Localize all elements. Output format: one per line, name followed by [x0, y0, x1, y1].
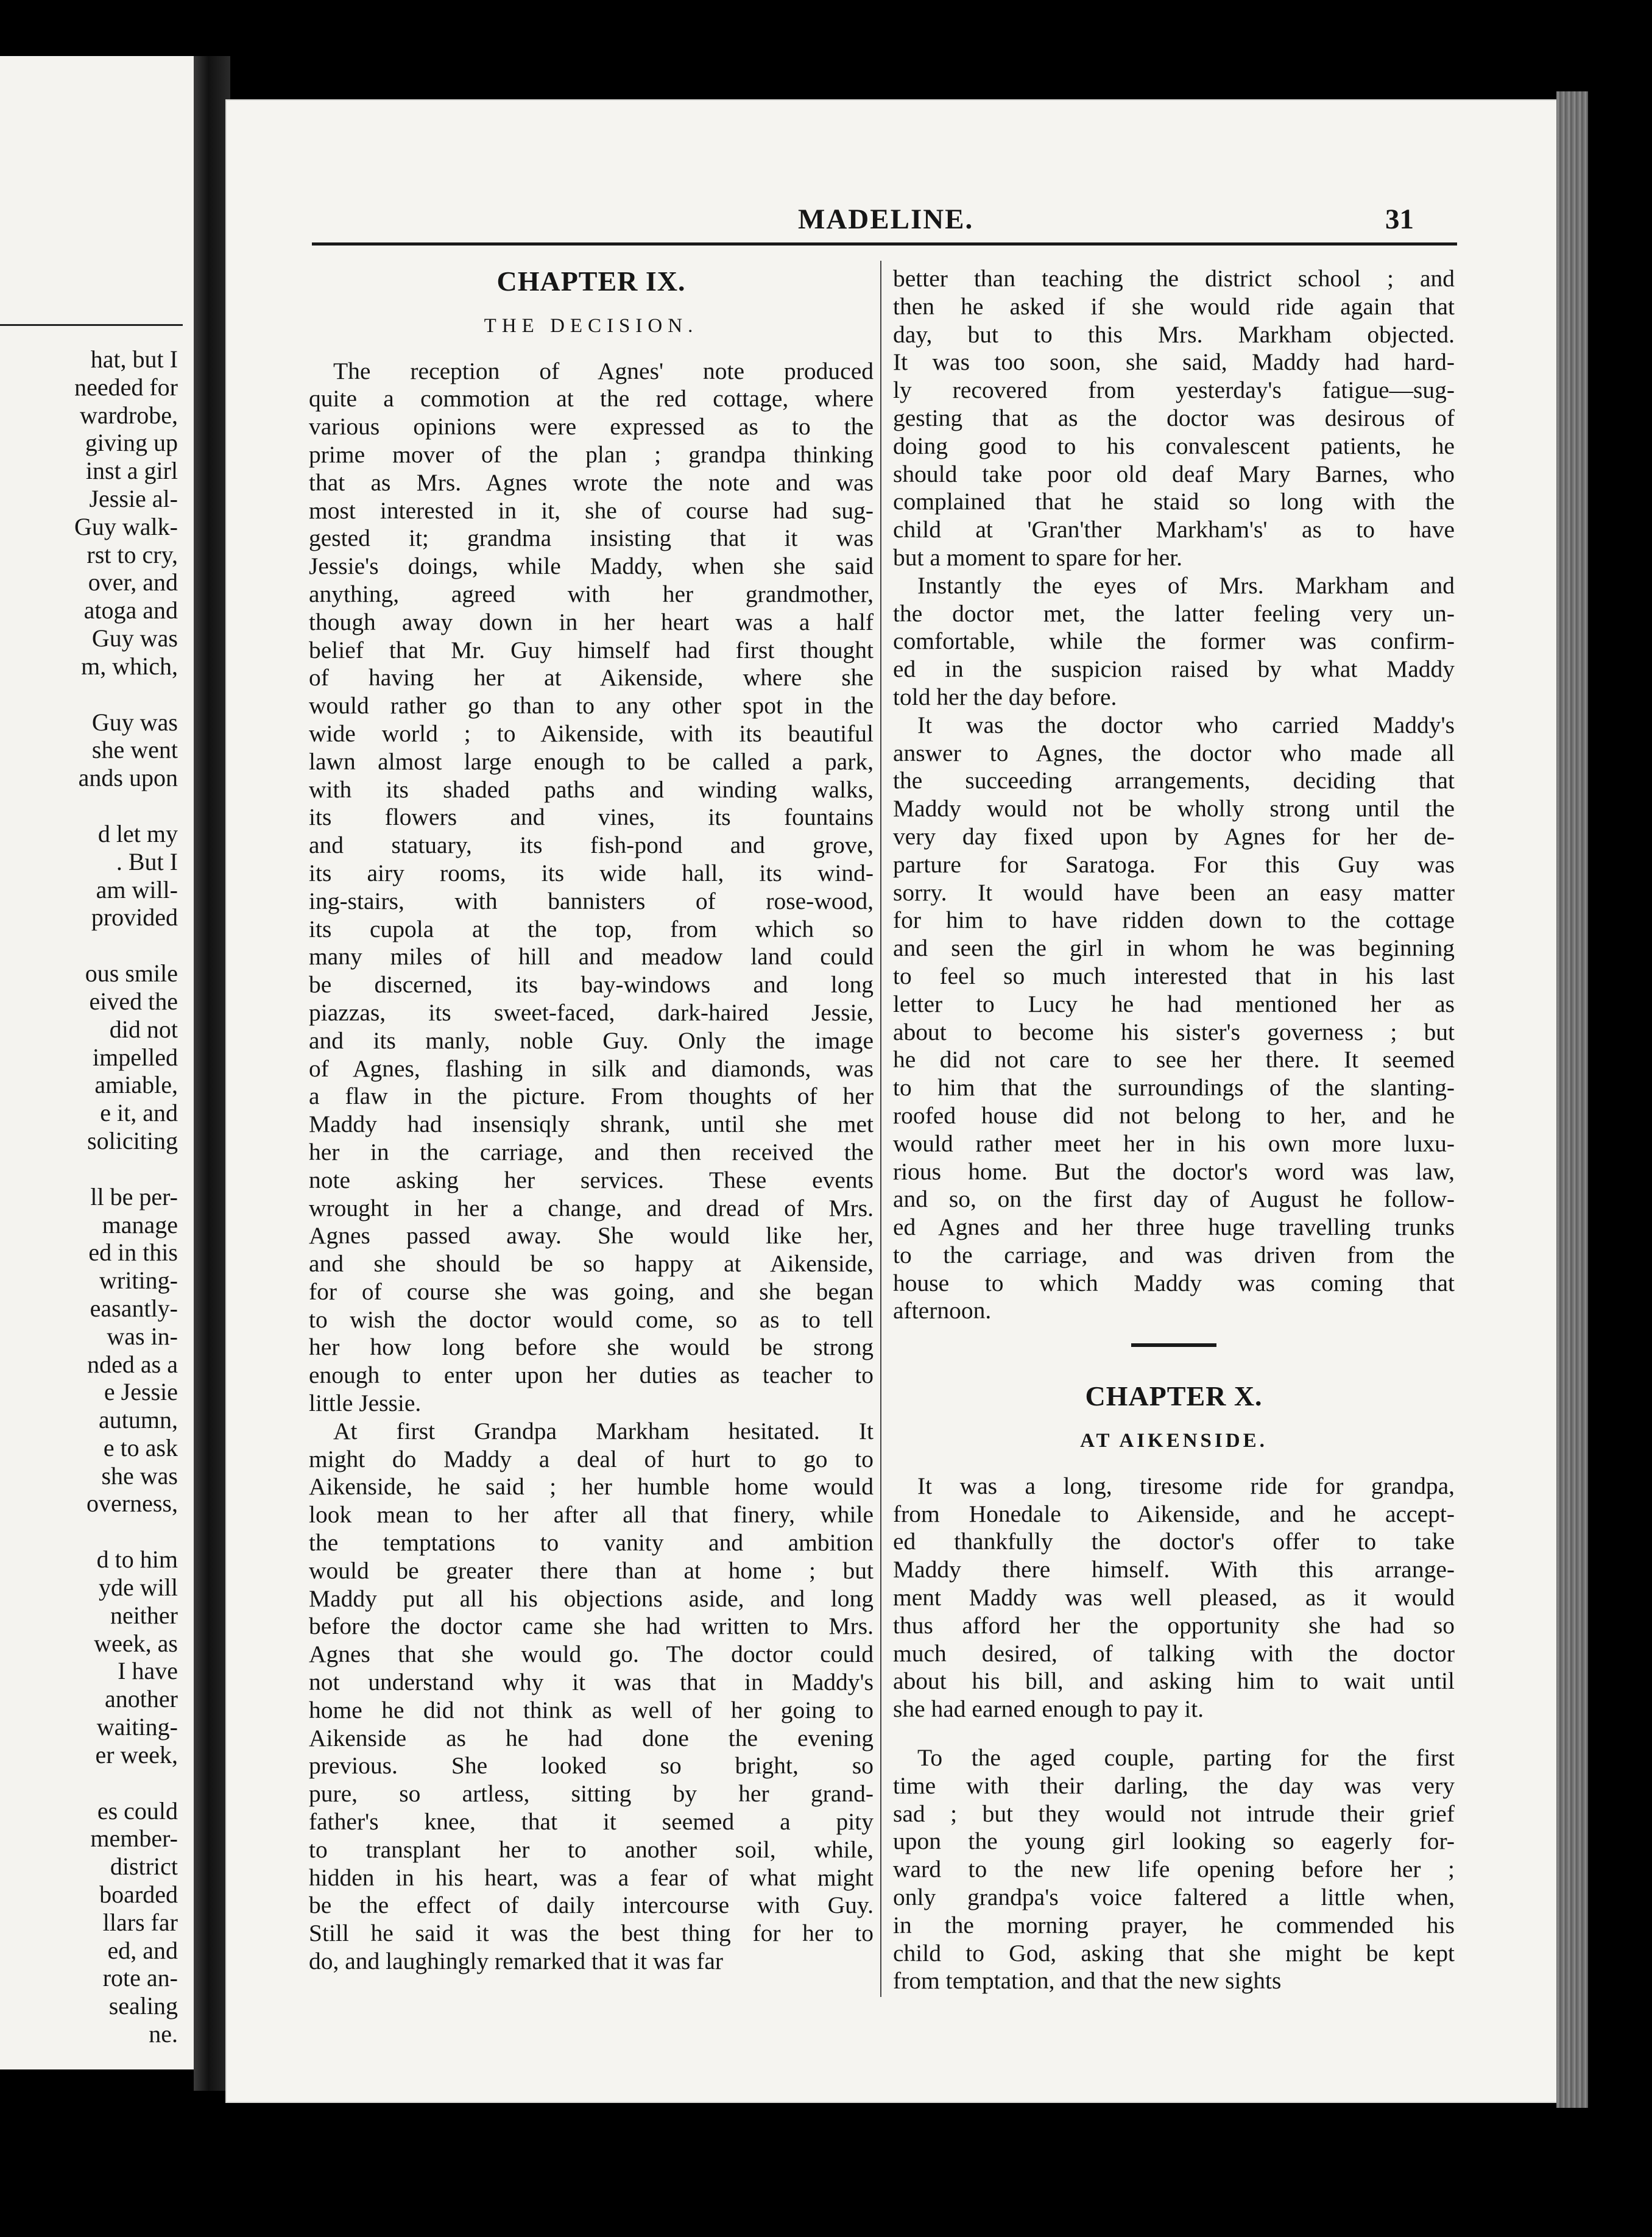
right-column — [893, 265, 1455, 1995]
facing-page-line: member- — [90, 1825, 178, 1853]
facing-page-text — [0, 345, 178, 2048]
text-line: her how long before she would be strong — [309, 1334, 874, 1361]
facing-page-line: did not — [109, 1015, 178, 1043]
text-line: a flaw in the picture. From thoughts of her — [309, 1083, 874, 1110]
text-line: but a moment to spare for her. — [893, 543, 1182, 571]
text-line: much desired, of talking with the doctor — [893, 1639, 1455, 1667]
text-line: sad ; but they would not intrude their grief — [893, 1800, 1455, 1827]
text-line: from Honedale to Aikenside, and he accept- — [893, 1500, 1455, 1527]
facing-page-line: rote an- — [102, 1964, 178, 1992]
facing-page-line: wardrobe, — [79, 401, 178, 429]
text-line: wide world ; to Aikenside, with its beautiful — [309, 719, 874, 747]
text-line: would be greater there than at home ; but — [309, 1557, 874, 1584]
text-line: piazzas, its sweet-faced, dark-haired Jessie, — [309, 998, 874, 1026]
text-line: gested it; grandma insisting that it was — [309, 525, 874, 552]
chapter-subtitle: THE DECISION. — [484, 314, 699, 337]
text-line: do, and laughingly remarked that it was far — [309, 1948, 724, 1975]
page-edges — [1556, 91, 1588, 2108]
facing-page-line: llars far — [102, 1908, 178, 1936]
text-line: told her the day before. — [893, 683, 1117, 710]
facing-page-line: ous smile — [85, 959, 178, 988]
facing-page-line: over, and — [88, 568, 178, 596]
facing-page-line: am will- — [96, 875, 178, 903]
text-line: he did not care to see her there. It seemed — [893, 1046, 1455, 1073]
text-line: gesting that as the doctor was desirous of — [893, 404, 1455, 431]
paragraph — [309, 358, 874, 1418]
facing-page-line: ne. — [149, 2020, 178, 2048]
page-number: 31 — [1385, 203, 1414, 235]
facing-page-line: ll be per- — [90, 1182, 178, 1210]
text-line: to feel so much interested that in his last — [893, 962, 1455, 989]
text-line: Instantly the eyes of Mrs. Markham and — [917, 571, 1455, 599]
text-line: complained that he staid so long with the — [893, 488, 1455, 515]
facing-page-line: es could — [97, 1797, 178, 1825]
text-line: that as Mrs. Agnes wrote the note and was — [309, 468, 874, 496]
text-line: Aikenside, he said ; her humble home would — [309, 1473, 874, 1500]
facing-page-line: e Jessie — [104, 1378, 178, 1406]
text-line: ly recovered from yesterday's fatigue—sug- — [893, 376, 1455, 404]
text-line: The reception of Agnes' note produced — [333, 357, 874, 384]
chapter-subtitle: AT AIKENSIDE. — [1080, 1430, 1268, 1452]
facing-page-line: giving up — [85, 429, 178, 457]
text-line: then he asked if she would ride again that — [893, 292, 1455, 320]
paragraph — [893, 1744, 1455, 1995]
text-line: child at 'Gran'ther Markham's' as to have — [893, 516, 1455, 543]
text-line: Agnes passed away. She would like her, — [309, 1222, 874, 1249]
text-line: the temptations to vanity and ambition — [309, 1529, 874, 1557]
text-line: and seen the girl in whom he was beginning — [893, 935, 1455, 962]
text-line: of Agnes, flashing in silk and diamonds, was — [309, 1055, 874, 1082]
facing-page-line: . But I — [116, 847, 178, 875]
header-rule — [312, 242, 1457, 246]
text-line: very day fixed upon by Agnes for her de- — [893, 822, 1455, 850]
text-line: its cupola at the top, from which so — [309, 915, 874, 942]
text-line: to the carriage, and was driven from the — [893, 1241, 1455, 1268]
facing-page-line: yde will — [99, 1574, 178, 1602]
text-line: home he did not think as well of her going to — [309, 1696, 874, 1723]
text-line: most interested in it, she of course had sug- — [309, 497, 874, 524]
text-line: ment Maddy was well pleased, as it would — [893, 1584, 1455, 1611]
facing-page-line: she went — [91, 736, 178, 764]
facing-page-line: inst a girl — [85, 457, 178, 485]
facing-page-line: eived the — [89, 987, 178, 1015]
facing-page-line: e it, and — [100, 1099, 178, 1127]
text-line: house to which Maddy was coming that — [893, 1269, 1455, 1296]
facing-page-line: easantly- — [90, 1294, 178, 1322]
facing-page-line: neither — [110, 1601, 178, 1629]
text-line: Aikenside as he had done the evening — [309, 1724, 874, 1751]
facing-page-line: amiable, — [94, 1071, 178, 1099]
facing-page-line: needed for — [74, 373, 178, 401]
text-line: before the doctor came she had written to Mrs. — [309, 1613, 874, 1640]
text-line: It was the doctor who carried Maddy's — [917, 711, 1455, 738]
text-line: about to become his sister's governess ; but — [893, 1018, 1455, 1045]
text-line: Maddy had insensiqly shrank, until she met — [309, 1111, 874, 1138]
paragraph — [309, 1418, 874, 1976]
text-line: ed in the suspicion raised by what Maddy — [893, 656, 1455, 683]
facing-page-line: Guy walk- — [74, 512, 178, 540]
text-line: for him to have ridden down to the cottage — [893, 906, 1455, 934]
facing-page-line: atoga and — [83, 596, 178, 624]
text-line: thus afford her the opportunity she had so — [893, 1611, 1455, 1639]
text-line: she had earned enough to pay it. — [893, 1695, 1204, 1723]
text-line: prime mover of the plan ; grandpa thinking — [309, 440, 874, 468]
text-line: and she should be so happy at Aikenside, — [309, 1250, 874, 1278]
facing-page-line: another — [105, 1685, 178, 1713]
text-line: ed Agnes and her three huge travelling trunks — [893, 1214, 1455, 1241]
facing-page-line: nded as a — [87, 1350, 178, 1378]
running-head: MADELINE. — [798, 203, 974, 235]
text-line: belief that Mr. Guy himself had first thought — [309, 636, 874, 663]
text-line: the doctor met, the latter feeling very un- — [893, 599, 1455, 627]
facing-page-line: m, which, — [81, 652, 178, 680]
text-line: to transplant her to another soil, while, — [309, 1836, 874, 1863]
facing-page-line: she was — [101, 1461, 178, 1490]
text-line: time with their darling, the day was very — [893, 1772, 1455, 1799]
text-line: Maddy put all his objections aside, and long — [309, 1585, 874, 1612]
facing-page-line: writing- — [99, 1267, 178, 1295]
text-line: to wish the doctor would come, so as to tell — [309, 1306, 874, 1333]
text-line: ed thankfully the doctor's offer to take — [893, 1528, 1455, 1555]
left-column — [309, 265, 874, 1976]
text-line: about his bill, and asking him to wait until — [893, 1667, 1455, 1695]
text-line: would rather go than to any other spot in the — [309, 692, 874, 719]
text-line: should take poor old deaf Mary Barnes, who — [893, 460, 1455, 487]
text-line: Still he said it was the best thing for her to — [309, 1920, 874, 1947]
text-line: comfortable, while the former was confirm- — [893, 627, 1455, 655]
facing-page-line: d to him — [96, 1546, 178, 1574]
facing-page-line: was in- — [107, 1322, 178, 1350]
text-line: lawn almost large enough to be called a park, — [309, 747, 874, 775]
text-line: be discerned, its bay-windows and long — [309, 971, 874, 998]
text-line: At first Grandpa Markham hesitated. It — [333, 1417, 874, 1444]
text-line: parture for Saratoga. For this Guy was — [893, 850, 1455, 878]
text-line: of having her at Aikenside, where she — [309, 664, 874, 691]
text-line: in the morning prayer, he commended his — [893, 1911, 1455, 1938]
paragraph — [893, 1472, 1455, 1723]
facing-page-line: manage — [102, 1210, 178, 1239]
paragraph — [893, 265, 1455, 572]
text-line: not understand why it was that in Maddy's — [309, 1669, 874, 1696]
facing-page-line: ed, and — [107, 1936, 178, 1964]
chapter-title: CHAPTER IX. — [496, 266, 686, 297]
text-line: and its manly, noble Guy. Only the image — [309, 1027, 874, 1054]
text-line: To the aged couple, parting for the first — [917, 1744, 1455, 1772]
facing-page-line: er week, — [95, 1740, 178, 1769]
text-line: It was a long, tiresome ride for grandpa, — [917, 1472, 1455, 1499]
facing-page-line: provided — [91, 903, 178, 931]
facing-page-line: district — [110, 1853, 178, 1881]
text-line: pure, so artless, sitting by her grand- — [309, 1780, 874, 1808]
text-line: roofed house did not belong to her, and he — [893, 1101, 1455, 1129]
text-line: the succeeding arrangements, deciding that — [893, 767, 1455, 794]
text-line: various opinions were expressed as to the — [309, 413, 874, 440]
text-line: It was too soon, she said, Maddy had hard- — [893, 348, 1455, 376]
facing-page-line: ed in this — [88, 1239, 178, 1267]
text-line: and statuary, its fish-pond and grove, — [309, 832, 874, 859]
facing-page-line: Guy was — [91, 708, 178, 736]
text-line: only grandpa's voice faltered a little when, — [893, 1884, 1455, 1911]
facing-page-line: sealing — [108, 1992, 178, 2020]
text-line: quite a commotion at the red cottage, where — [309, 385, 874, 412]
facing-page-line: soliciting — [87, 1126, 178, 1154]
text-line: many miles of hill and meadow land could — [309, 943, 874, 970]
facing-page-line: rst to cry, — [86, 540, 178, 568]
text-line: be the effect of daily intercourse with Guy. — [309, 1892, 874, 1919]
text-line: note asking her services. These events — [309, 1166, 874, 1193]
facing-page-line: week, as — [94, 1629, 178, 1657]
facing-page-line: e to ask — [103, 1433, 178, 1461]
paragraph — [893, 712, 1455, 1326]
text-line: rious home. But the doctor's word was law, — [893, 1157, 1455, 1185]
text-line: afternoon. — [893, 1297, 992, 1324]
text-line: its airy rooms, its wide hall, its wind- — [309, 859, 874, 886]
text-line: might do Maddy a deal of hurt to go to — [309, 1445, 874, 1472]
text-line: its flowers and vines, its fountains — [309, 804, 874, 831]
text-line: look mean to her after all that finery, while — [309, 1501, 874, 1528]
paragraph — [893, 572, 1455, 712]
facing-page-line: autumn, — [99, 1406, 178, 1434]
facing-page-line: ands upon — [78, 764, 178, 792]
text-line: day, but to this Mrs. Markham objected. — [893, 320, 1455, 348]
text-line: better than teaching the district school ; and — [893, 265, 1455, 292]
text-line: and so, on the first day of August he follow- — [893, 1186, 1455, 1213]
text-line: would rather meet her in his own more luxu- — [893, 1129, 1455, 1157]
facing-page-line: waiting- — [96, 1713, 178, 1741]
facing-page-line: d let my — [97, 819, 178, 847]
text-line: her in the carriage, and then received the — [309, 1138, 874, 1165]
text-line: wrought in her a change, and dread of Mrs. — [309, 1194, 874, 1221]
text-line: letter to Lucy he had mentioned her as — [893, 990, 1455, 1017]
column-rule — [880, 261, 881, 1997]
text-line: doing good to his convalescent patients, he — [893, 432, 1455, 459]
facing-page-line: overness, — [86, 1490, 178, 1518]
text-line: Jessie's doings, while Maddy, when she said — [309, 553, 874, 580]
book-gutter — [194, 56, 230, 2091]
facing-page-line: Jessie al- — [89, 484, 178, 512]
text-line: with its shaded paths and winding walks, — [309, 776, 874, 803]
facing-page-line: I have — [118, 1657, 178, 1685]
text-line: for of course she was going, and she began — [309, 1278, 874, 1305]
text-line: to him that the surroundings of the slanting- — [893, 1074, 1455, 1101]
text-line: though away down in her heart was a half — [309, 608, 874, 635]
text-line: Agnes that she would go. The doctor could — [309, 1641, 874, 1668]
facing-page-line: hat, but I — [90, 345, 178, 373]
facing-page-line: boarded — [99, 1881, 178, 1909]
facing-page-rule — [0, 324, 183, 326]
facing-page-line: impelled — [93, 1043, 178, 1071]
text-line: sorry. It would have been an easy matter — [893, 878, 1455, 906]
text-line: from temptation, and that the new sights — [893, 1967, 1282, 1995]
text-line: anything, agreed with her grandmother, — [309, 580, 874, 607]
text-line: hidden in his heart, was a fear of what might — [309, 1864, 874, 1891]
text-line: ward to the new life opening before her ; — [893, 1856, 1455, 1883]
text-line: Maddy there himself. With this arrange- — [893, 1556, 1455, 1583]
facing-page-fragment — [0, 56, 195, 2069]
text-line: father's knee, that it seemed a pity — [309, 1808, 874, 1836]
text-line: previous. She looked so bright, so — [309, 1752, 874, 1779]
text-line: answer to Agnes, the doctor who made all — [893, 739, 1455, 766]
facing-page-line: Guy was — [91, 624, 178, 652]
text-line: upon the young girl looking so eagerly for- — [893, 1828, 1455, 1855]
text-line: child to God, asking that she might be kept — [893, 1939, 1455, 1967]
text-line: little Jessie. — [309, 1390, 422, 1417]
chapter-title: CHAPTER X. — [1085, 1380, 1263, 1412]
text-line: enough to enter upon her duties as teacher to — [309, 1362, 874, 1389]
text-line: ing-stairs, with bannisters of rose-wood, — [309, 887, 874, 914]
text-line: Maddy would not be wholly strong until the — [893, 795, 1455, 822]
section-divider — [1131, 1343, 1216, 1347]
